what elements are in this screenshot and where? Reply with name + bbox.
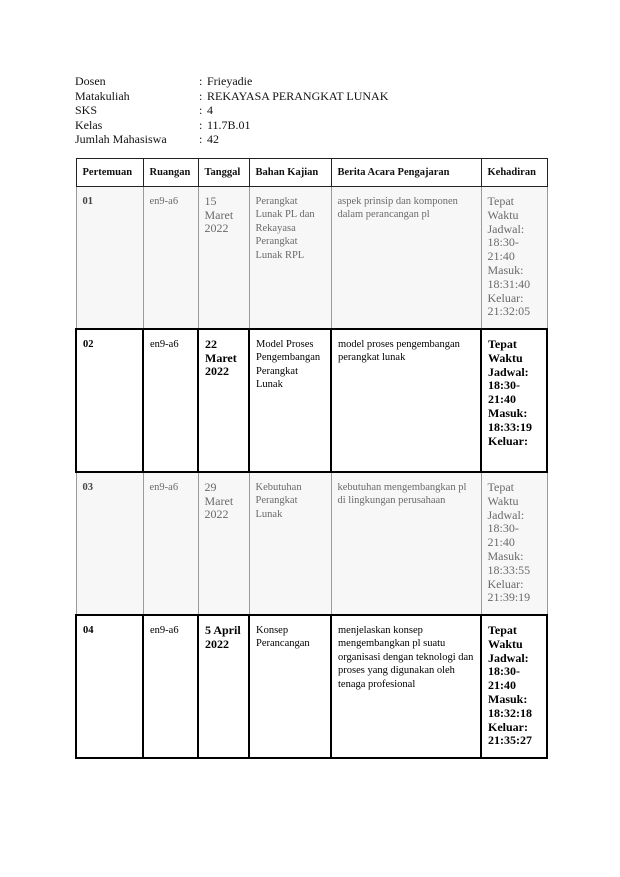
info-colon: :: [199, 132, 203, 147]
cell-date: 15 Maret 2022: [198, 187, 249, 330]
info-row-lecturer: [75, 74, 475, 89]
info-value: Frieyadie: [207, 74, 253, 88]
info-label: SKS: [75, 103, 98, 118]
info-colon: :: [199, 88, 203, 103]
header-attendance: Kehadiran: [481, 159, 547, 187]
table-row: [76, 472, 547, 615]
info-row-course: [75, 89, 475, 104]
info-label: Matakuliah: [75, 88, 130, 103]
info-row-class: [75, 118, 475, 133]
info-value: 42: [207, 132, 219, 147]
cell-room: en9-a6: [143, 187, 198, 330]
cell-attendance: Tepat Waktu Jadwal: 18:30-21:40 Masuk: 18:32:18 Keluar: 21:35:27: [481, 615, 547, 758]
table-row: [76, 187, 547, 330]
cell-date: 5 April 2022: [198, 615, 249, 758]
cell-room: en9-a6: [143, 329, 198, 472]
cell-meeting: 03: [76, 472, 143, 615]
cell-topic: Kebutuhan Perangkat Lunak: [249, 472, 331, 615]
cell-report: kebutuhan mengembangkan pl di lingkungan perusahaan: [331, 472, 481, 615]
header-report: Berita Acara Pengajaran: [331, 159, 481, 187]
info-value: 11.7B.01: [207, 117, 251, 132]
cell-report: menjelaskan konsep mengembangkan pl suatu organisasi dengan teknologi dan proses yang digunakan oleh tenaga profesional: [331, 615, 481, 758]
cell-room: en9-a6: [143, 472, 198, 615]
info-label: Kelas: [75, 117, 103, 132]
table-row: [76, 329, 547, 472]
info-colon: :: [199, 117, 203, 132]
table-row: [76, 615, 547, 758]
cell-meeting: 01: [76, 187, 143, 330]
info-colon: :: [199, 103, 203, 118]
info-row-students: [75, 132, 475, 147]
attendance-table: [75, 158, 548, 759]
cell-topic: Konsep Perancangan: [249, 615, 331, 758]
cell-room: en9-a6: [143, 615, 198, 758]
cell-topic: Model Proses Pengembangan Perangkat Lunak: [249, 329, 331, 472]
cell-topic: Perangkat Lunak PL dan Rekayasa Perangkat Lunak RPL: [249, 187, 331, 330]
cell-attendance: Tepat Waktu Jadwal: 18:30-21:40 Masuk: 18:33:19 Keluar:: [481, 329, 547, 472]
header-topic: Bahan Kajian: [249, 159, 331, 187]
header-meeting: Pertemuan: [76, 159, 143, 187]
cell-date: 29 Maret 2022: [198, 472, 249, 615]
info-value: 4: [207, 103, 213, 118]
info-row-credits: [75, 103, 475, 118]
info-label: Dosen: [75, 74, 106, 88]
info-label: Jumlah Mahasiswa: [75, 132, 167, 147]
cell-attendance: Tepat Waktu Jadwal: 18:30-21:40 Masuk: 18:31:40 Keluar: 21:32:05: [481, 187, 547, 330]
cell-attendance: Tepat Waktu Jadwal: 18:30-21:40 Masuk: 18:33:55 Keluar: 21:39:19: [481, 472, 547, 615]
header-room: Ruangan: [143, 159, 198, 187]
cell-meeting: 04: [76, 615, 143, 758]
header-date: Tanggal: [198, 159, 249, 187]
cell-report: aspek prinsip dan komponen dalam perancangan pl: [331, 187, 481, 330]
cell-date: 22 Maret 2022: [198, 329, 249, 472]
info-value: REKAYASA PERANGKAT LUNAK: [207, 88, 389, 103]
course-info: [75, 74, 475, 147]
cell-meeting: 02: [76, 329, 143, 472]
info-colon: :: [199, 74, 203, 88]
cell-report: model proses pengembangan perangkat lunak: [331, 329, 481, 472]
table-header-row: [76, 159, 547, 187]
